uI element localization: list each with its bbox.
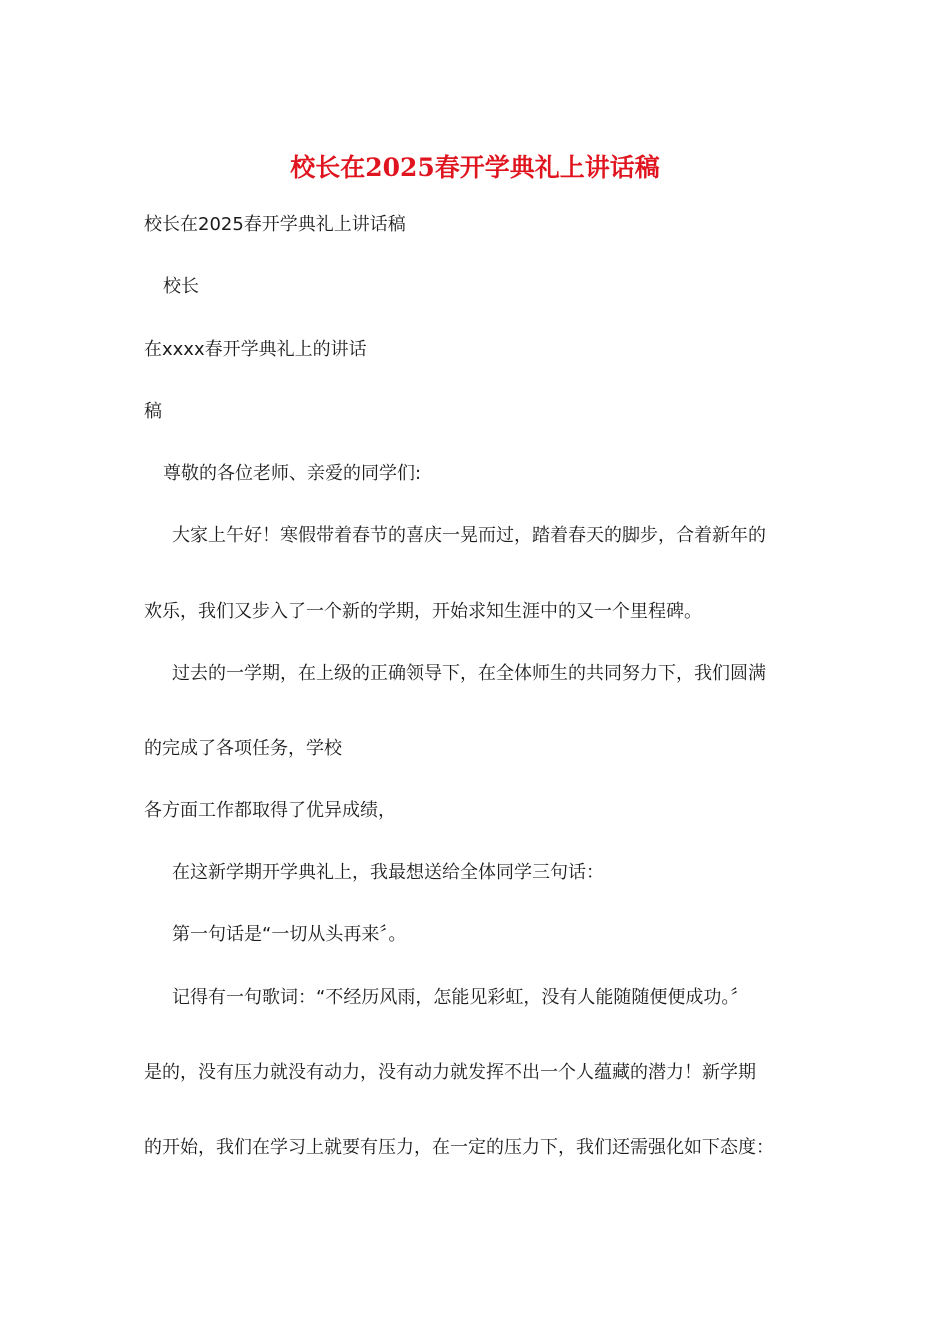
text-line: 校长	[163, 276, 199, 297]
document-title: 校长在2025春开学典礼上讲话稿	[290, 153, 660, 182]
text-line: 大家上午好！寒假带着春节的喜庆一晃而过，踏着春天的脚步，合着新年的	[172, 525, 766, 546]
text-line: 的完成了各项任务，学校	[144, 738, 342, 759]
salutation: 尊敬的各位老师、亲爱的同学们:	[163, 463, 422, 484]
text-line: 各方面工作都取得了优异成绩，	[144, 800, 396, 821]
text-line: 欢乐，我们又步入了一个新的学期，开始求知生涯中的又一个里程碑。	[144, 601, 702, 622]
text-line: 的开始，我们在学习上就要有压力，在一定的压力下，我们还需强化如下态度：	[144, 1137, 774, 1158]
text-line: 在xxxx春开学典礼上的讲话	[144, 339, 367, 360]
text-line: 在这新学期开学典礼上，我最想送给全体同学三句话：	[172, 862, 604, 883]
text-line: 记得有一句歌词：“不经历风雨，怎能见彩虹，没有人能随随便便成功。〞	[172, 987, 749, 1008]
text-line: 第一句话是“一切从头再来〞。	[172, 924, 407, 945]
text-line: 过去的一学期，在上级的正确领导下，在全体师生的共同努力下，我们圆满	[172, 663, 766, 684]
text-line: 是的，没有压力就没有动力，没有动力就发挥不出一个人蕴藏的潜力！新学期	[144, 1062, 756, 1083]
text-line: 稿	[144, 401, 162, 422]
text-line: 校长在2025春开学典礼上讲话稿	[144, 214, 406, 235]
